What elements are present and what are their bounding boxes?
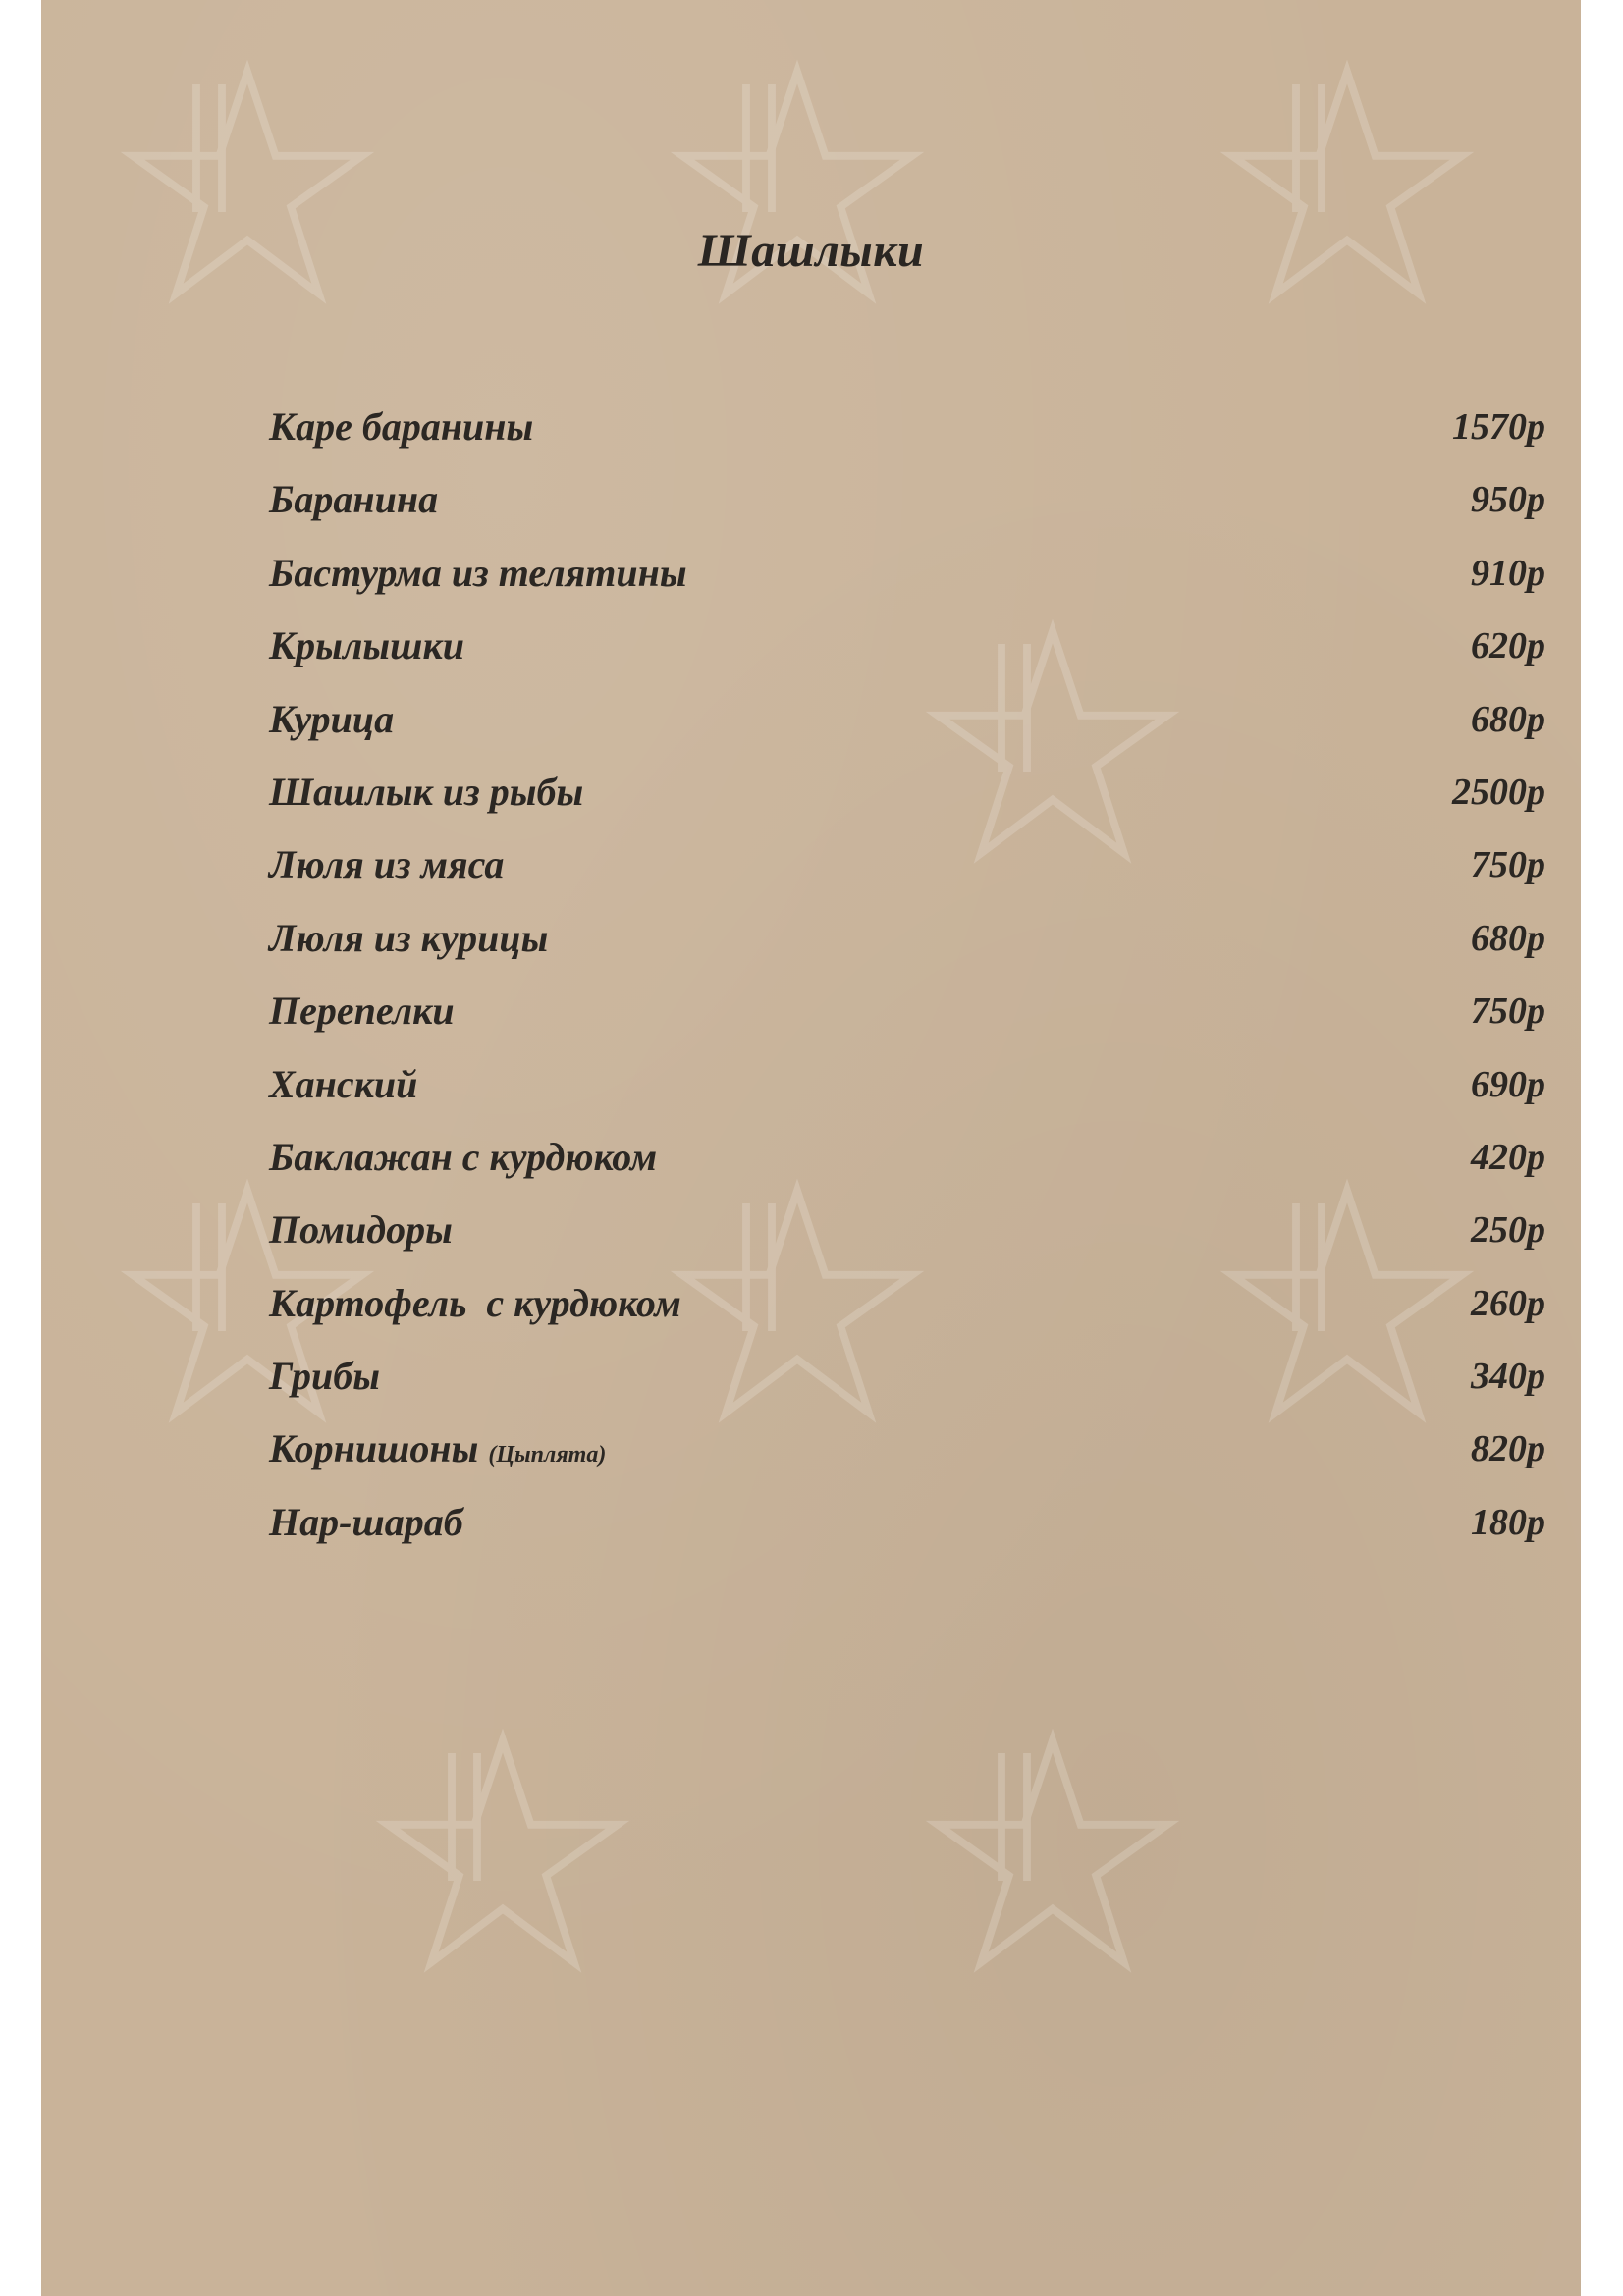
menu-item [269, 1419, 1545, 1492]
dish-name-with-note [269, 1419, 606, 1484]
dish-price: 750р [1471, 990, 1545, 1033]
dish-name: Бастурма из телятины [269, 550, 687, 595]
dish-price: 680р [1471, 698, 1545, 740]
menu-item [269, 909, 1545, 982]
dish-name: Люля из курицы [269, 915, 549, 960]
menu-item [269, 470, 1545, 543]
dish-price: 750р [1471, 844, 1545, 886]
menu-item [269, 544, 1545, 616]
page-title: Шашлыки [697, 225, 925, 277]
dish-price: 1570р [1452, 406, 1545, 448]
menu-item [269, 1274, 1545, 1347]
menu-item [269, 1128, 1545, 1201]
dish-name: Шашлык из рыбы [269, 769, 584, 814]
menu-item [269, 1493, 1545, 1566]
menu-item [269, 1347, 1545, 1419]
menu-item [269, 398, 1545, 470]
menu-item [269, 982, 1545, 1054]
menu-item [269, 835, 1545, 908]
menu-page [41, 0, 1581, 2296]
dish-name: Крылышки [269, 623, 465, 668]
dish-price: 950р [1471, 479, 1545, 521]
dish-price: 910р [1471, 552, 1545, 594]
menu-item [269, 1055, 1545, 1128]
menu-item [269, 616, 1545, 689]
dish-price: 680р [1471, 917, 1545, 959]
dish-price: 2500р [1452, 771, 1545, 813]
watermark-icon [375, 1728, 630, 1983]
dish-name: Нар-шараб [269, 1499, 463, 1544]
dish-note: (Цыплята) [488, 1442, 607, 1468]
dish-name: Баклажан с курдюком [269, 1134, 658, 1179]
dish-price: 420р [1471, 1136, 1545, 1178]
dish-name: Помидоры [269, 1207, 453, 1253]
dish-price: 260р [1471, 1282, 1545, 1324]
dish-name: Баранина [269, 477, 439, 522]
dish-name: Люля из мяса [269, 842, 505, 887]
dish-name: Картофель с курдюком [269, 1280, 681, 1325]
dish-name: Ханский [269, 1061, 418, 1106]
dish-name: Корнишоны [269, 1426, 479, 1471]
menu-item [269, 690, 1545, 763]
dish-price: 620р [1471, 625, 1545, 667]
menu-item [269, 763, 1545, 835]
watermark-icon [925, 1728, 1180, 1983]
dish-price: 690р [1471, 1063, 1545, 1105]
dish-price: 250р [1471, 1209, 1545, 1252]
dish-price: 820р [1471, 1428, 1545, 1470]
dish-name: Каре баранины [269, 404, 534, 449]
menu-item [269, 1201, 1545, 1273]
dish-name: Грибы [269, 1354, 381, 1399]
dish-name: Перепелки [269, 988, 455, 1034]
menu-list [269, 398, 1545, 1566]
dish-price: 340р [1471, 1356, 1545, 1398]
dish-name: Курица [269, 696, 395, 741]
dish-price: 180р [1471, 1501, 1545, 1543]
